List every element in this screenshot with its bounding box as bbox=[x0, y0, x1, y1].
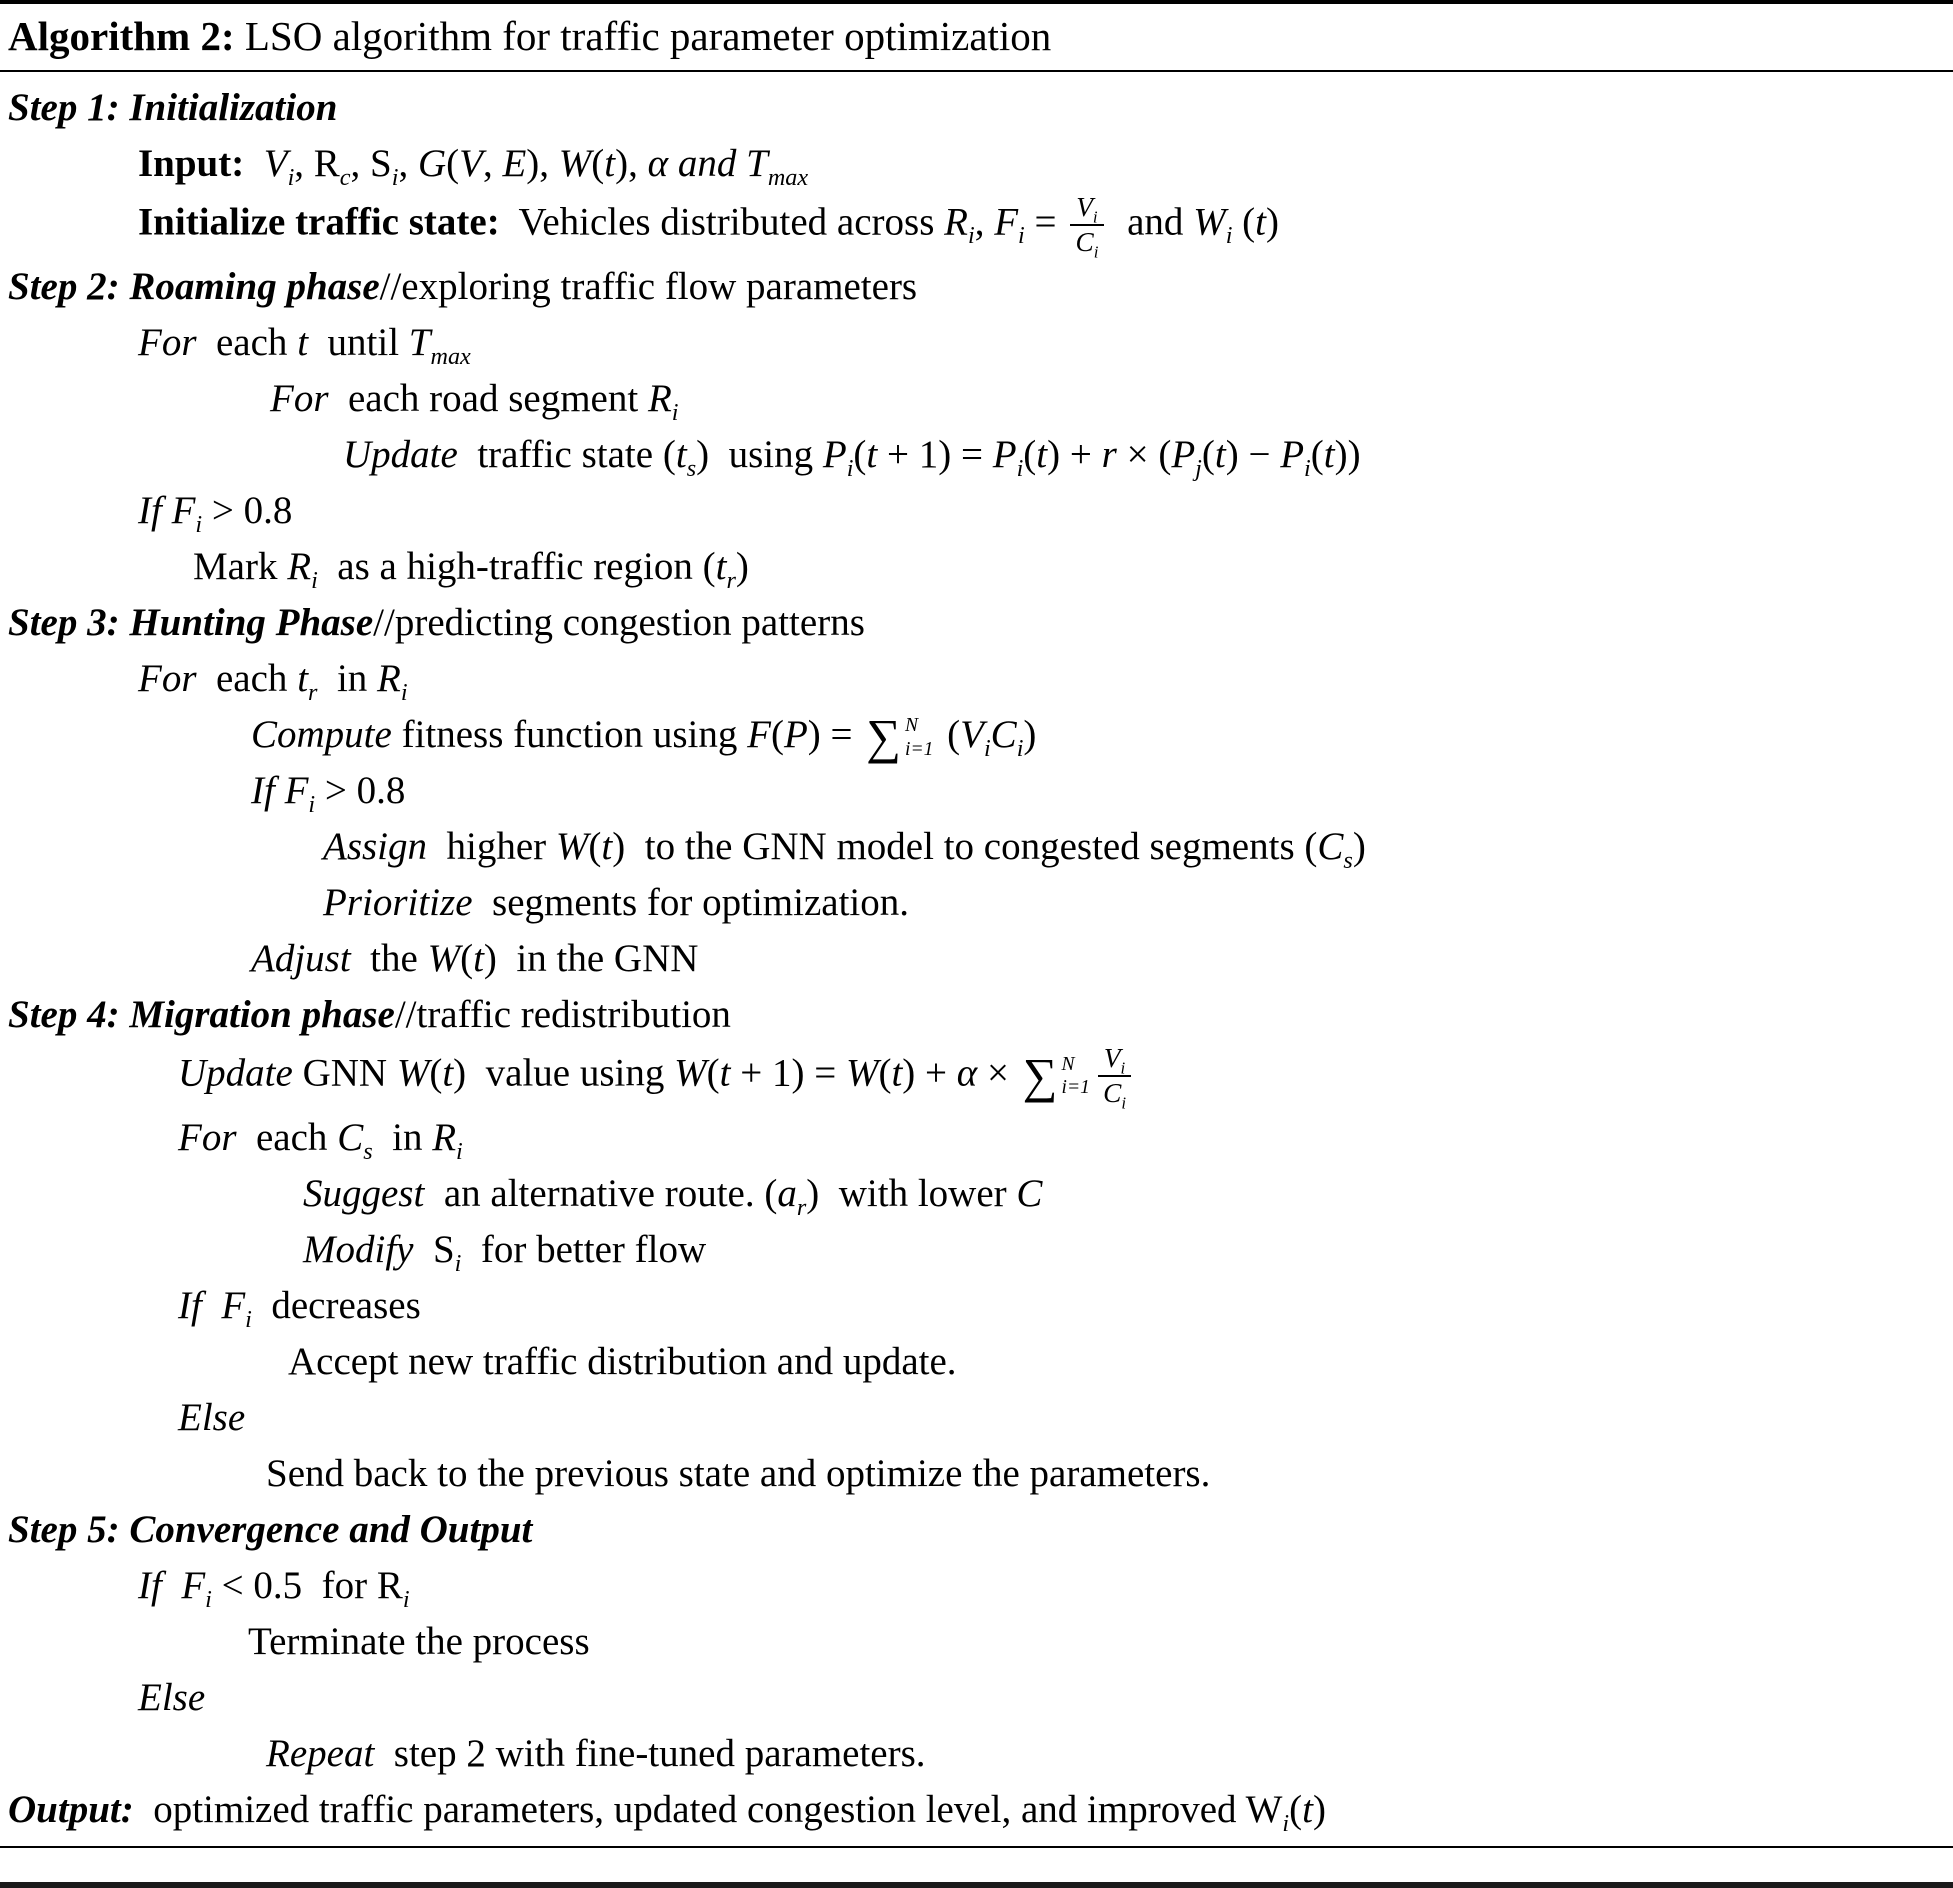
algorithm-line-3: Initialize traffic state: Vehicles distributed across $R_i$, $F_i$ = $\frac{V_i}{C_i}$ and $W_i$ (t) bbox=[138, 192, 1279, 262]
algorithm-line-17: Step 4: Migration phase//traffic redistribution bbox=[8, 992, 731, 1036]
algorithm-title-text: LSO algorithm for traffic parameter optimization bbox=[234, 13, 1052, 59]
algorithm-line-14: Assign higher W(t) to the GNN model to congested segments $(C_s)$ bbox=[323, 824, 1366, 874]
algorithm-line-7: Update traffic state $(t_s)$ using $P_i(t + 1) = P_i(t) + r \times (P_j(t) - P_i(t))$ bbox=[343, 432, 1361, 482]
algorithm-line-16: Adjust the W(t) in the GNN bbox=[251, 936, 699, 980]
algorithm-line-13: If $F_i > 0.8$ bbox=[251, 768, 406, 818]
algorithm-line-19: For each $C_s$ in $R_i$ bbox=[178, 1115, 463, 1165]
algorithm-line-30: Repeat step 2 with fine-tuned parameters. bbox=[266, 1731, 926, 1775]
algorithm-line-31: Output: optimized traffic parameters, updated congestion level, and improved $W_i(t)$ bbox=[8, 1787, 1326, 1837]
algorithm-line-22: If $F_i$ decreases bbox=[178, 1283, 421, 1333]
algorithm-line-26: Step 5: Convergence and Output bbox=[8, 1507, 533, 1551]
summation-symbol: ∑ N i=1 bbox=[866, 710, 934, 765]
bottom-rule bbox=[0, 1846, 1953, 1848]
algorithm-line-11: For each $t_r$ in $R_i$ bbox=[138, 656, 408, 706]
algorithm-line-2: Input: $V_i$, $R_c$, $S_i$, G(V, E), W(t), α and $T_{max}$ bbox=[138, 142, 809, 191]
algorithm-line-9: Mark $R_i$ as a high-traffic region $(t_r)$ bbox=[193, 544, 749, 594]
algorithm-line-27: If $F_i < 0.5$ for $R_i$ bbox=[138, 1563, 410, 1613]
algorithm-line-10: Step 3: Hunting Phase//predicting congestion patterns bbox=[8, 600, 865, 644]
algorithm-line-24: Else bbox=[178, 1395, 246, 1439]
fraction: $\frac{V_i}{C_i}$ bbox=[1070, 192, 1103, 259]
algorithm-line-15: Prioritize segments for optimization. bbox=[323, 880, 910, 924]
algorithm-title-label: Algorithm 2: bbox=[8, 13, 235, 59]
algorithm-line-23: Accept new traffic distribution and update. bbox=[288, 1339, 957, 1383]
algorithm-line-21: Modify $S_i$ for better flow bbox=[303, 1227, 707, 1277]
summation-symbol: ∑ N i=1 bbox=[1022, 1048, 1090, 1103]
algorithm-line-29: Else bbox=[138, 1675, 206, 1719]
algorithm-line-4: Step 2: Roaming phase//exploring traffic flow parameters bbox=[8, 264, 918, 308]
fraction: $\frac{V_i}{C_i}$ bbox=[1098, 1043, 1131, 1110]
algorithm-line-6: For each road segment $R_i$ bbox=[270, 376, 679, 426]
algorithm-line-20: Suggest an alternative route. $(a_r)$ with lower C bbox=[303, 1171, 1043, 1221]
algorithm-line-28: Terminate the process bbox=[248, 1619, 590, 1663]
algorithm-line-5: For each t until $T_{max}$ bbox=[138, 320, 471, 370]
algorithm-title bbox=[0, 4, 1953, 72]
algorithm-line-25: Send back to the previous state and optimize the parameters. bbox=[266, 1451, 1211, 1495]
algorithm-body bbox=[0, 72, 1953, 1838]
algorithm-line-8: If $F_i > 0.8$ bbox=[138, 488, 293, 538]
algorithm-line-1: Step 1: Initialization bbox=[8, 86, 338, 129]
algorithm-line-18: Update GNN W(t) value using W(t + 1) = W(t) + α × ∑ N i=1 $\frac{V_i}{C_i}$ bbox=[8, 1043, 1941, 1110]
algorithm-line-12: Compute fitness function using F(P) = ∑ N i=1 $(V_iC_i)$ bbox=[251, 710, 1037, 765]
footer-rule bbox=[0, 1882, 1953, 1888]
